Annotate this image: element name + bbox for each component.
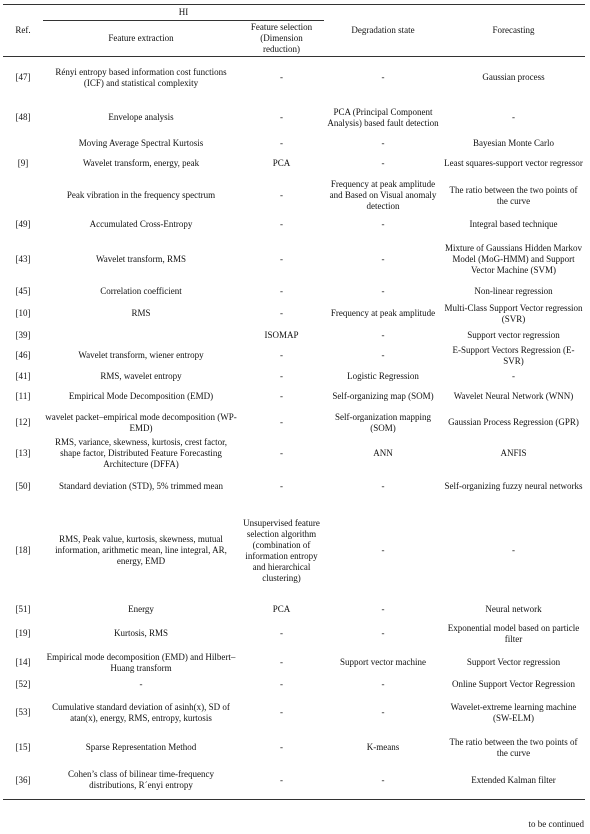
cell-feature-selection: - bbox=[280, 370, 283, 381]
cell-degradation-state: - bbox=[381, 138, 385, 148]
cell-feature-selection: - bbox=[280, 286, 283, 296]
cell-feature-extraction: RMS, variance, skewness, kurtosis, crest factor, shape factor, Distributed Feature Forecasting Architecture (DFFA) bbox=[54, 437, 228, 469]
cell-ref: [41] bbox=[15, 370, 31, 381]
cell-degradation-state: Support vector machine bbox=[340, 657, 426, 667]
cell-ref: [19] bbox=[15, 628, 31, 638]
cell-feature-extraction bbox=[43, 329, 239, 343]
cell-degradation-state: - bbox=[381, 628, 385, 638]
cell-forecasting: Wavelet-extreme learning machine (SW-ELM) bbox=[450, 701, 577, 723]
cell-feature-selection: - bbox=[280, 391, 283, 401]
cell-forecasting: Support vector regression bbox=[467, 330, 560, 340]
hi-methods-table bbox=[3, 4, 585, 800]
table-row bbox=[3, 151, 585, 177]
cell-degradation-state: K-means bbox=[366, 742, 400, 752]
cell-ref: [18] bbox=[15, 545, 31, 555]
cell-degradation-state: - bbox=[381, 158, 385, 168]
cell-degradation-state: - bbox=[381, 481, 385, 491]
cell-forecasting: Bayesian Monte Carlo bbox=[473, 138, 554, 148]
cell-feature-selection: Unsupervised feature selection algorithm (combination of information entropy and hierarchical clustering) bbox=[243, 517, 320, 583]
cell-feature-selection: - bbox=[239, 762, 324, 800]
cell-degradation-state: - bbox=[381, 219, 385, 229]
cell-ref: [51] bbox=[15, 604, 31, 614]
table-body bbox=[3, 57, 585, 800]
cell-ref: [13] bbox=[15, 448, 31, 458]
cell-feature-selection: - bbox=[280, 448, 283, 458]
cell-ref: [45] bbox=[15, 286, 31, 296]
cell-forecasting: Least squares-support vector regressor bbox=[444, 158, 583, 168]
cell-forecasting: - bbox=[512, 112, 515, 122]
cell-feature-extraction: RMS, Peak value, kurtosis, skewness, mutual information, arithmetic mean, line integral, AR, energy, EMD bbox=[55, 534, 227, 566]
cell-ref: [53] bbox=[15, 707, 31, 717]
cell-degradation-state: - bbox=[381, 330, 385, 340]
cell-feature-extraction: Wavelet transform, energy, peak bbox=[82, 158, 200, 168]
table-row bbox=[3, 600, 585, 620]
table-row bbox=[3, 99, 585, 137]
table-row bbox=[3, 235, 585, 285]
cell-feature-selection: - bbox=[280, 112, 283, 122]
table-row bbox=[3, 648, 585, 678]
cell-feature-selection: - bbox=[280, 628, 283, 638]
table-row bbox=[3, 299, 585, 329]
cell-degradation-state: Logistic Regression bbox=[347, 370, 419, 381]
cell-ref: [14] bbox=[15, 657, 31, 667]
cell-feature-extraction: Energy bbox=[128, 604, 154, 614]
cell-feature-extraction: Standard deviation (STD), 5% trimmed mean bbox=[59, 481, 223, 491]
cell-forecasting: Wavelet Neural Network (WNN) bbox=[453, 391, 574, 401]
table-row bbox=[3, 620, 585, 648]
table-row bbox=[3, 137, 585, 151]
table-row bbox=[3, 384, 585, 410]
header-forecasting: Forecasting bbox=[442, 5, 585, 57]
cell-feature-selection: - bbox=[280, 138, 283, 148]
cell-feature-selection: - bbox=[280, 417, 283, 427]
cell-degradation-state: PCA (Principal Component Analysis) based fault detection bbox=[327, 106, 439, 128]
cell-forecasting: The ratio between the two points of the curve bbox=[449, 184, 578, 206]
cell-feature-extraction: RMS bbox=[131, 308, 151, 318]
cell-degradation-state: - bbox=[324, 762, 442, 800]
cell-forecasting: Self-organizing fuzzy neural networks bbox=[444, 481, 583, 491]
cell-feature-selection: - bbox=[280, 657, 283, 667]
table-row bbox=[3, 215, 585, 235]
cell-ref: [39] bbox=[15, 330, 31, 340]
cell-forecasting: Non-linear regression bbox=[474, 286, 553, 296]
cell-ref: [11] bbox=[15, 391, 31, 401]
cell-feature-selection: - bbox=[280, 308, 283, 318]
cell-feature-extraction: Correlation coefficient bbox=[100, 286, 182, 296]
cell-forecasting: Gaussian process bbox=[482, 72, 545, 83]
cell-degradation-state: Frequency at peak amplitude and Based on Visual anomaly detection bbox=[329, 179, 437, 211]
cell-feature-extraction: Cumulative standard deviation of asinh(x), SD of atan(x), energy, RMS, entropy, kurtosis bbox=[52, 701, 230, 723]
cell-ref: [43] bbox=[15, 254, 31, 264]
cell-feature-selection: PCA bbox=[272, 158, 291, 168]
cell-forecasting: - bbox=[512, 370, 515, 381]
cell-ref: [47] bbox=[15, 72, 31, 83]
cell-ref bbox=[3, 177, 43, 215]
cell-feature-selection: - bbox=[280, 219, 283, 229]
cell-feature-extraction: - bbox=[139, 679, 143, 689]
cell-feature-extraction: Rényi entropy based information cost functions (ICF) and statistical complexity bbox=[55, 66, 227, 88]
cell-degradation-state: - bbox=[381, 679, 385, 689]
cell-feature-selection: ISOMAP bbox=[264, 330, 299, 340]
cell-feature-extraction: Wavelet transform, wiener entropy bbox=[78, 350, 204, 360]
cell-degradation-state: ANN bbox=[373, 448, 393, 458]
header-hi: HI bbox=[43, 5, 324, 21]
cell-feature-extraction: Wavelet transform, RMS bbox=[95, 254, 186, 264]
table-header bbox=[3, 5, 585, 57]
cell-degradation-state: - bbox=[381, 707, 385, 717]
cell-ref: [46] bbox=[15, 350, 31, 360]
cell-degradation-state: - bbox=[381, 350, 385, 360]
cell-feature-selection: PCA bbox=[272, 604, 291, 614]
cell-feature-selection: - bbox=[280, 481, 283, 491]
continuation-note: to be continued bbox=[528, 819, 584, 829]
cell-degradation-state: - bbox=[381, 604, 385, 614]
cell-feature-selection: - bbox=[280, 72, 283, 83]
header-degradation-state: Degradation state bbox=[324, 5, 442, 57]
cell-feature-extraction: Moving Average Spectral Kurtosis bbox=[78, 138, 204, 148]
table-row bbox=[3, 436, 585, 472]
cell-feature-selection: - bbox=[280, 742, 283, 752]
cell-degradation-state: Self-organizing map (SOM) bbox=[332, 391, 434, 401]
cell-feature-extraction: Sparse Representation Method bbox=[85, 742, 197, 752]
cell-forecasting: Online Support Vector Regression bbox=[451, 679, 576, 689]
header-feature-selection: Feature selection (Dimension reduction) bbox=[239, 21, 324, 57]
cell-feature-extraction: wavelet packet–empirical mode decomposition (WP-EMD) bbox=[45, 411, 237, 433]
header-feature-extraction: Feature extraction bbox=[43, 21, 239, 57]
cell-ref: [50] bbox=[15, 481, 31, 491]
cell-forecasting: ANFIS bbox=[500, 448, 527, 458]
cell-feature-selection: - bbox=[280, 254, 283, 264]
cell-ref: [52] bbox=[15, 679, 31, 689]
cell-ref: [10] bbox=[15, 308, 31, 318]
cell-ref: [48] bbox=[15, 112, 31, 122]
cell-degradation-state: - bbox=[381, 254, 385, 264]
cell-ref bbox=[3, 137, 43, 151]
cell-ref: [15] bbox=[15, 742, 31, 752]
cell-feature-selection: - bbox=[280, 350, 283, 360]
table-row bbox=[3, 678, 585, 692]
cell-feature-extraction: Peak vibration in the frequency spectrum bbox=[66, 190, 216, 200]
table-row bbox=[3, 502, 585, 600]
cell-forecasting: Integral based technique bbox=[469, 219, 558, 229]
cell-feature-extraction: Kurtosis, RMS bbox=[113, 628, 168, 638]
cell-degradation-state: Frequency at peak amplitude bbox=[330, 308, 436, 318]
cell-forecasting: - bbox=[512, 545, 515, 555]
table-row bbox=[3, 343, 585, 369]
cell-forecasting: Support Vector regression bbox=[466, 657, 561, 667]
cell-forecasting: Exponential model based on particle filter bbox=[447, 622, 580, 644]
cell-forecasting: E-Support Vectors Regression (E-SVR) bbox=[452, 344, 575, 366]
cell-feature-extraction: Accumulated Cross-Entropy bbox=[89, 219, 193, 229]
cell-ref: [36] bbox=[3, 762, 43, 800]
cell-feature-extraction: Cohen’s class of bilinear time-frequency distributions, R´enyi entropy bbox=[43, 762, 239, 800]
cell-forecasting: Extended Kalman filter bbox=[442, 762, 585, 800]
cell-feature-extraction: Empirical mode decomposition (EMD) and Hilbert–Huang transform bbox=[46, 651, 236, 673]
cell-ref: [12] bbox=[15, 417, 31, 427]
cell-feature-selection: - bbox=[280, 190, 283, 200]
table-row bbox=[3, 410, 585, 436]
table-row bbox=[3, 57, 585, 99]
header-ref: Ref. bbox=[3, 5, 43, 57]
cell-forecasting: Mixture of Gaussians Hidden Markov Model (MoG-HMM) and Support Vector Machine (SVM) bbox=[445, 243, 582, 275]
cell-forecasting: Neural network bbox=[485, 604, 542, 614]
table-row bbox=[3, 472, 585, 502]
table-row bbox=[3, 692, 585, 734]
cell-feature-selection: - bbox=[280, 679, 283, 689]
cell-feature-extraction: Envelope analysis bbox=[108, 112, 174, 122]
table-row bbox=[3, 369, 585, 384]
cell-feature-selection: - bbox=[280, 707, 283, 717]
cell-forecasting: Gaussian Process Regression (GPR) bbox=[448, 417, 579, 427]
cell-ref: [49] bbox=[15, 219, 31, 229]
cell-degradation-state: - bbox=[381, 72, 385, 83]
cell-feature-extraction: RMS, wavelet entropy bbox=[100, 370, 182, 381]
table-row bbox=[3, 177, 585, 215]
cell-degradation-state: Self-organization mapping (SOM) bbox=[334, 411, 432, 433]
table-row bbox=[3, 734, 585, 762]
cell-ref: [9] bbox=[17, 158, 29, 168]
cell-forecasting: The ratio between the two points of the curve bbox=[449, 736, 578, 758]
table-row bbox=[3, 762, 585, 800]
cell-forecasting: Multi-Class Support Vector regression (SVR) bbox=[444, 302, 583, 324]
cell-degradation-state: - bbox=[381, 545, 385, 555]
cell-feature-extraction: Empirical Mode Decomposition (EMD) bbox=[68, 391, 214, 401]
cell-degradation-state: - bbox=[381, 286, 385, 296]
table-row bbox=[3, 285, 585, 299]
table-row bbox=[3, 329, 585, 343]
